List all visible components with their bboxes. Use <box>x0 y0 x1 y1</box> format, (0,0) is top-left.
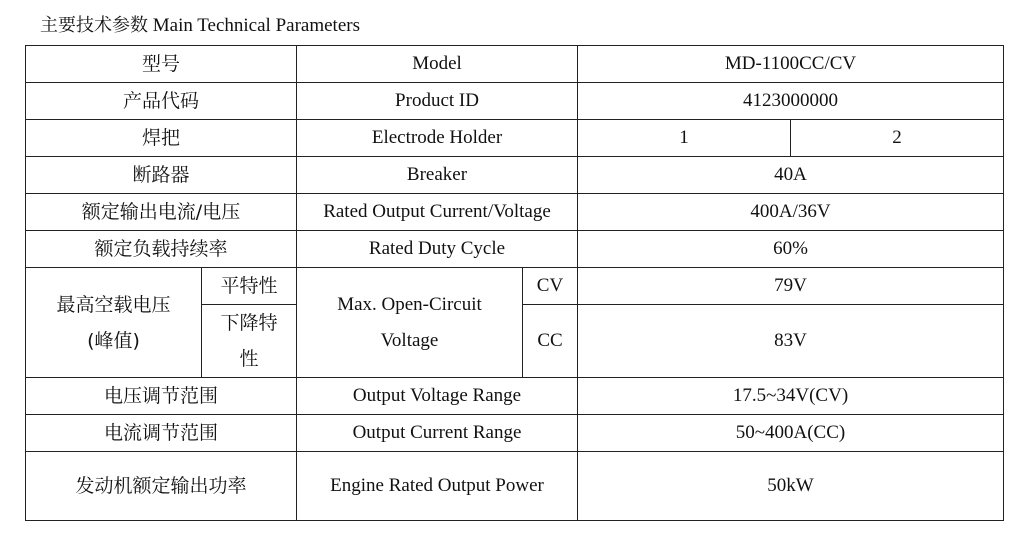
ocv-drooping-mode: CC <box>523 305 578 378</box>
ocv-label-en <box>297 268 523 378</box>
current-range-label-cn: 电流调节范围 <box>26 415 297 452</box>
holder-label-cn: 焊把 <box>26 120 297 157</box>
rated-output-label-cn: 额定输出电流/电压 <box>26 194 297 231</box>
table-row <box>26 415 1004 452</box>
holder-value-1: 1 <box>578 120 791 157</box>
breaker-label-cn: 断路器 <box>26 157 297 194</box>
voltage-range-label-cn: 电压调节范围 <box>26 378 297 415</box>
ocv-drooping-label-cn-line2: 性 <box>239 348 259 370</box>
current-range-label-en: Output Current Range <box>297 415 578 452</box>
model-value: MD-1100CC/CV <box>578 46 1004 83</box>
table-row <box>26 83 1004 120</box>
ocv-flat-value: 79V <box>578 268 1004 305</box>
product-id-label-cn: 产品代码 <box>26 83 297 120</box>
ocv-label-cn-line1: 最高空载电压 <box>56 293 171 316</box>
breaker-value: 40A <box>578 157 1004 194</box>
ocv-label-cn <box>26 268 202 378</box>
table-row <box>26 231 1004 268</box>
page-title-cn: 主要技术参数 <box>40 15 148 36</box>
holder-value-2: 2 <box>791 120 1004 157</box>
ocv-flat-label-cn: 平特性 <box>202 268 297 305</box>
duty-cycle-label-cn: 额定负载持续率 <box>26 231 297 268</box>
duty-cycle-value: 60% <box>578 231 1004 268</box>
holder-label-en: Electrode Holder <box>297 120 578 157</box>
table-row <box>26 46 1004 83</box>
table-row <box>26 157 1004 194</box>
model-label-cn: 型号 <box>26 46 297 83</box>
page-title <box>40 14 360 38</box>
table-row <box>26 194 1004 231</box>
current-range-value: 50~400A(CC) <box>578 415 1004 452</box>
duty-cycle-label-en: Rated Duty Cycle <box>297 231 578 268</box>
ocv-flat-mode: CV <box>523 268 578 305</box>
ocv-label-en-line1: Max. Open-Circuit <box>337 293 482 315</box>
ocv-drooping-label-cn-line1: 下降特 <box>220 312 278 334</box>
engine-power-label-en: Engine Rated Output Power <box>297 452 578 521</box>
breaker-label-en: Breaker <box>297 157 578 194</box>
technical-parameters-table <box>25 45 1004 521</box>
voltage-range-label-en: Output Voltage Range <box>297 378 578 415</box>
page-title-en: Main Technical Parameters <box>152 15 360 36</box>
ocv-drooping-label-cn <box>202 305 297 378</box>
engine-power-value: 50kW <box>578 452 1004 521</box>
product-id-value: 4123000000 <box>578 83 1004 120</box>
table-row <box>26 120 1004 157</box>
rated-output-label-en: Rated Output Current/Voltage <box>297 194 578 231</box>
product-id-label-en: Product ID <box>297 83 578 120</box>
model-label-en: Model <box>297 46 578 83</box>
rated-output-value: 400A/36V <box>578 194 1004 231</box>
table-row <box>26 378 1004 415</box>
engine-power-label-cn: 发动机额定输出功率 <box>26 452 297 521</box>
ocv-label-en-line2: Voltage <box>380 329 439 351</box>
table-row <box>26 268 1004 305</box>
ocv-drooping-value: 83V <box>578 305 1004 378</box>
table-row <box>26 452 1004 521</box>
voltage-range-value: 17.5~34V(CV) <box>578 378 1004 415</box>
ocv-label-cn-line2: (峰值) <box>87 329 140 352</box>
